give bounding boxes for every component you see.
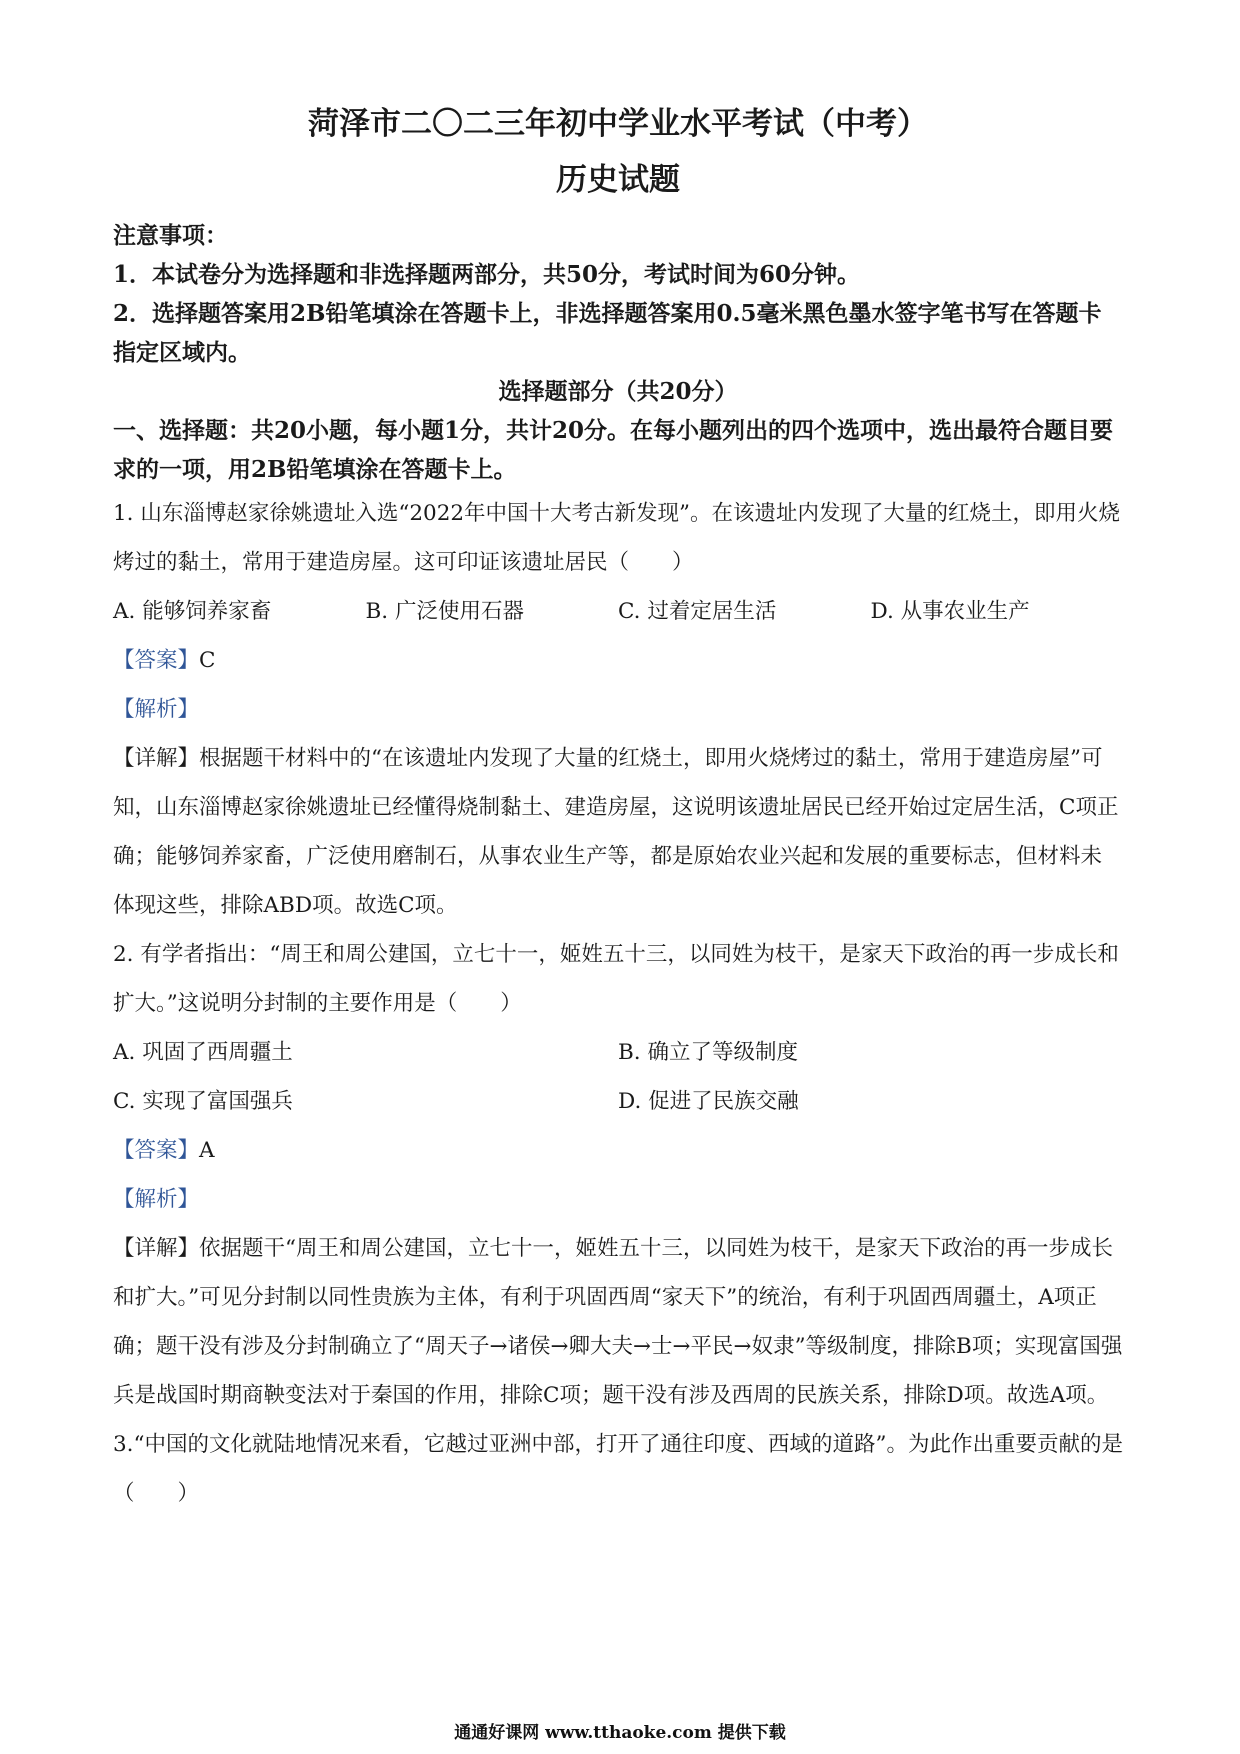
q1-analysis: [113, 685, 1123, 734]
page-subtitle: 历史试题: [556, 162, 680, 198]
footer-watermark: 通通好课网 www.tthaoke.com 提供下载: [454, 1723, 786, 1743]
question-1-stem: 1. 山东淄博赵家徐姚遗址入选“2022年中国十大考古新发现”。在该遗址内发现了大量的红烧土，即用火烧烤过的黏土，常用于建造房屋。这可印证该遗址居民（ ）: [113, 501, 1121, 575]
analysis-tag: 【解析】: [113, 1187, 200, 1212]
section-heading: 选择题部分（共20分）: [498, 378, 738, 405]
q2-answer: [113, 1126, 1123, 1175]
q2-option-d: D. 促进了民族交融: [618, 1089, 799, 1114]
q2-detail: [113, 1224, 1123, 1420]
q2-option-c: C. 实现了富国强兵: [113, 1089, 293, 1114]
question-3-stem: 3.“中国的文化就陆地情况来看，它越过亚洲中部，打开了通往印度、西域的道路”。为此作出重要贡献的是（ ）: [113, 1432, 1124, 1506]
answer-tag: 【答案】: [113, 648, 200, 673]
q2-analysis: [113, 1175, 1123, 1224]
document-body: [113, 104, 1123, 1518]
q1-detail: [113, 734, 1123, 930]
q1-answer: [113, 636, 1123, 685]
section-instruction: 一、选择题：共20小题，每小题1分，共计20分。在每小题列出的四个选项中，选出最符合题目要求的一项，用2B铅笔填涂在答题卡上。: [113, 417, 1114, 483]
q1-option-c: C. 过着定居生活: [618, 599, 777, 624]
q1-option-a: A. 能够饲养家畜: [113, 599, 272, 624]
detail-text: 根据题干材料中的“在该遗址内发现了大量的红烧土，即用火烧烤过的黏土，常用于建造房屋”可知，山东淄博赵家徐姚遗址已经懂得烧制黏土、建造房屋，这说明该遗址居民已经开始过定居生活，C项正确；能够饲养家畜，广泛使用磨制石，从事农业生产等，都是原始农业兴起和发展的重要标志，但材料未体现这些，排除ABD项。故选C项。: [113, 746, 1119, 918]
notice-item-1: 1．本试卷分为选择题和非选择题两部分，共50分，考试时间为60分钟。: [113, 261, 861, 288]
detail-text: 依据题干“周王和周公建国，立七十一，姬姓五十三，以同姓为枝干，是家天下政治的再一步成长和扩大。”可见分封制以同性贵族为主体，有利于巩固西周“家天下”的统治，有利于巩固西周疆土，A项正确；题干没有涉及分封制确立了“周天子→诸侯→卿大夫→士→平民→奴隶”等级制度，排除B项；实现富国强兵是战国时期商鞅变法对于秦国的作用，排除C项；题干没有涉及西周的民族关系，排除D项。故选A项。: [113, 1236, 1123, 1408]
detail-tag: 【详解】: [113, 1236, 200, 1261]
detail-tag: 【详解】: [113, 746, 200, 771]
notice-heading: 注意事项：: [113, 222, 228, 249]
q2-option-b: B. 确立了等级制度: [618, 1040, 798, 1065]
question-2-options-row-2: [113, 1077, 1123, 1126]
analysis-tag: 【解析】: [113, 697, 200, 722]
question-1-options: [113, 587, 1123, 636]
question-2-stem: 2. 有学者指出：“周王和周公建国，立七十一，姬姓五十三，以同姓为枝干，是家天下政治的再一步成长和扩大。”这说明分封制的主要作用是（ ）: [113, 942, 1119, 1016]
q1-option-d: D. 从事农业生产: [870, 599, 1030, 624]
notice-item-2: 2．选择题答案用2B铅笔填涂在答题卡上，非选择题答案用0.5毫米黑色墨水签字笔书写在答题卡指定区域内。: [113, 300, 1102, 366]
answer-value: C: [199, 648, 216, 673]
question-2-options-row-1: [113, 1028, 1123, 1077]
q1-option-b: B. 广泛使用石器: [365, 599, 524, 624]
answer-value: A: [199, 1138, 215, 1163]
page-title: 菏泽市二〇二三年初中学业水平考试（中考）: [308, 106, 928, 142]
q2-option-a: A. 巩固了西周疆土: [113, 1040, 293, 1065]
answer-tag: 【答案】: [113, 1138, 200, 1163]
